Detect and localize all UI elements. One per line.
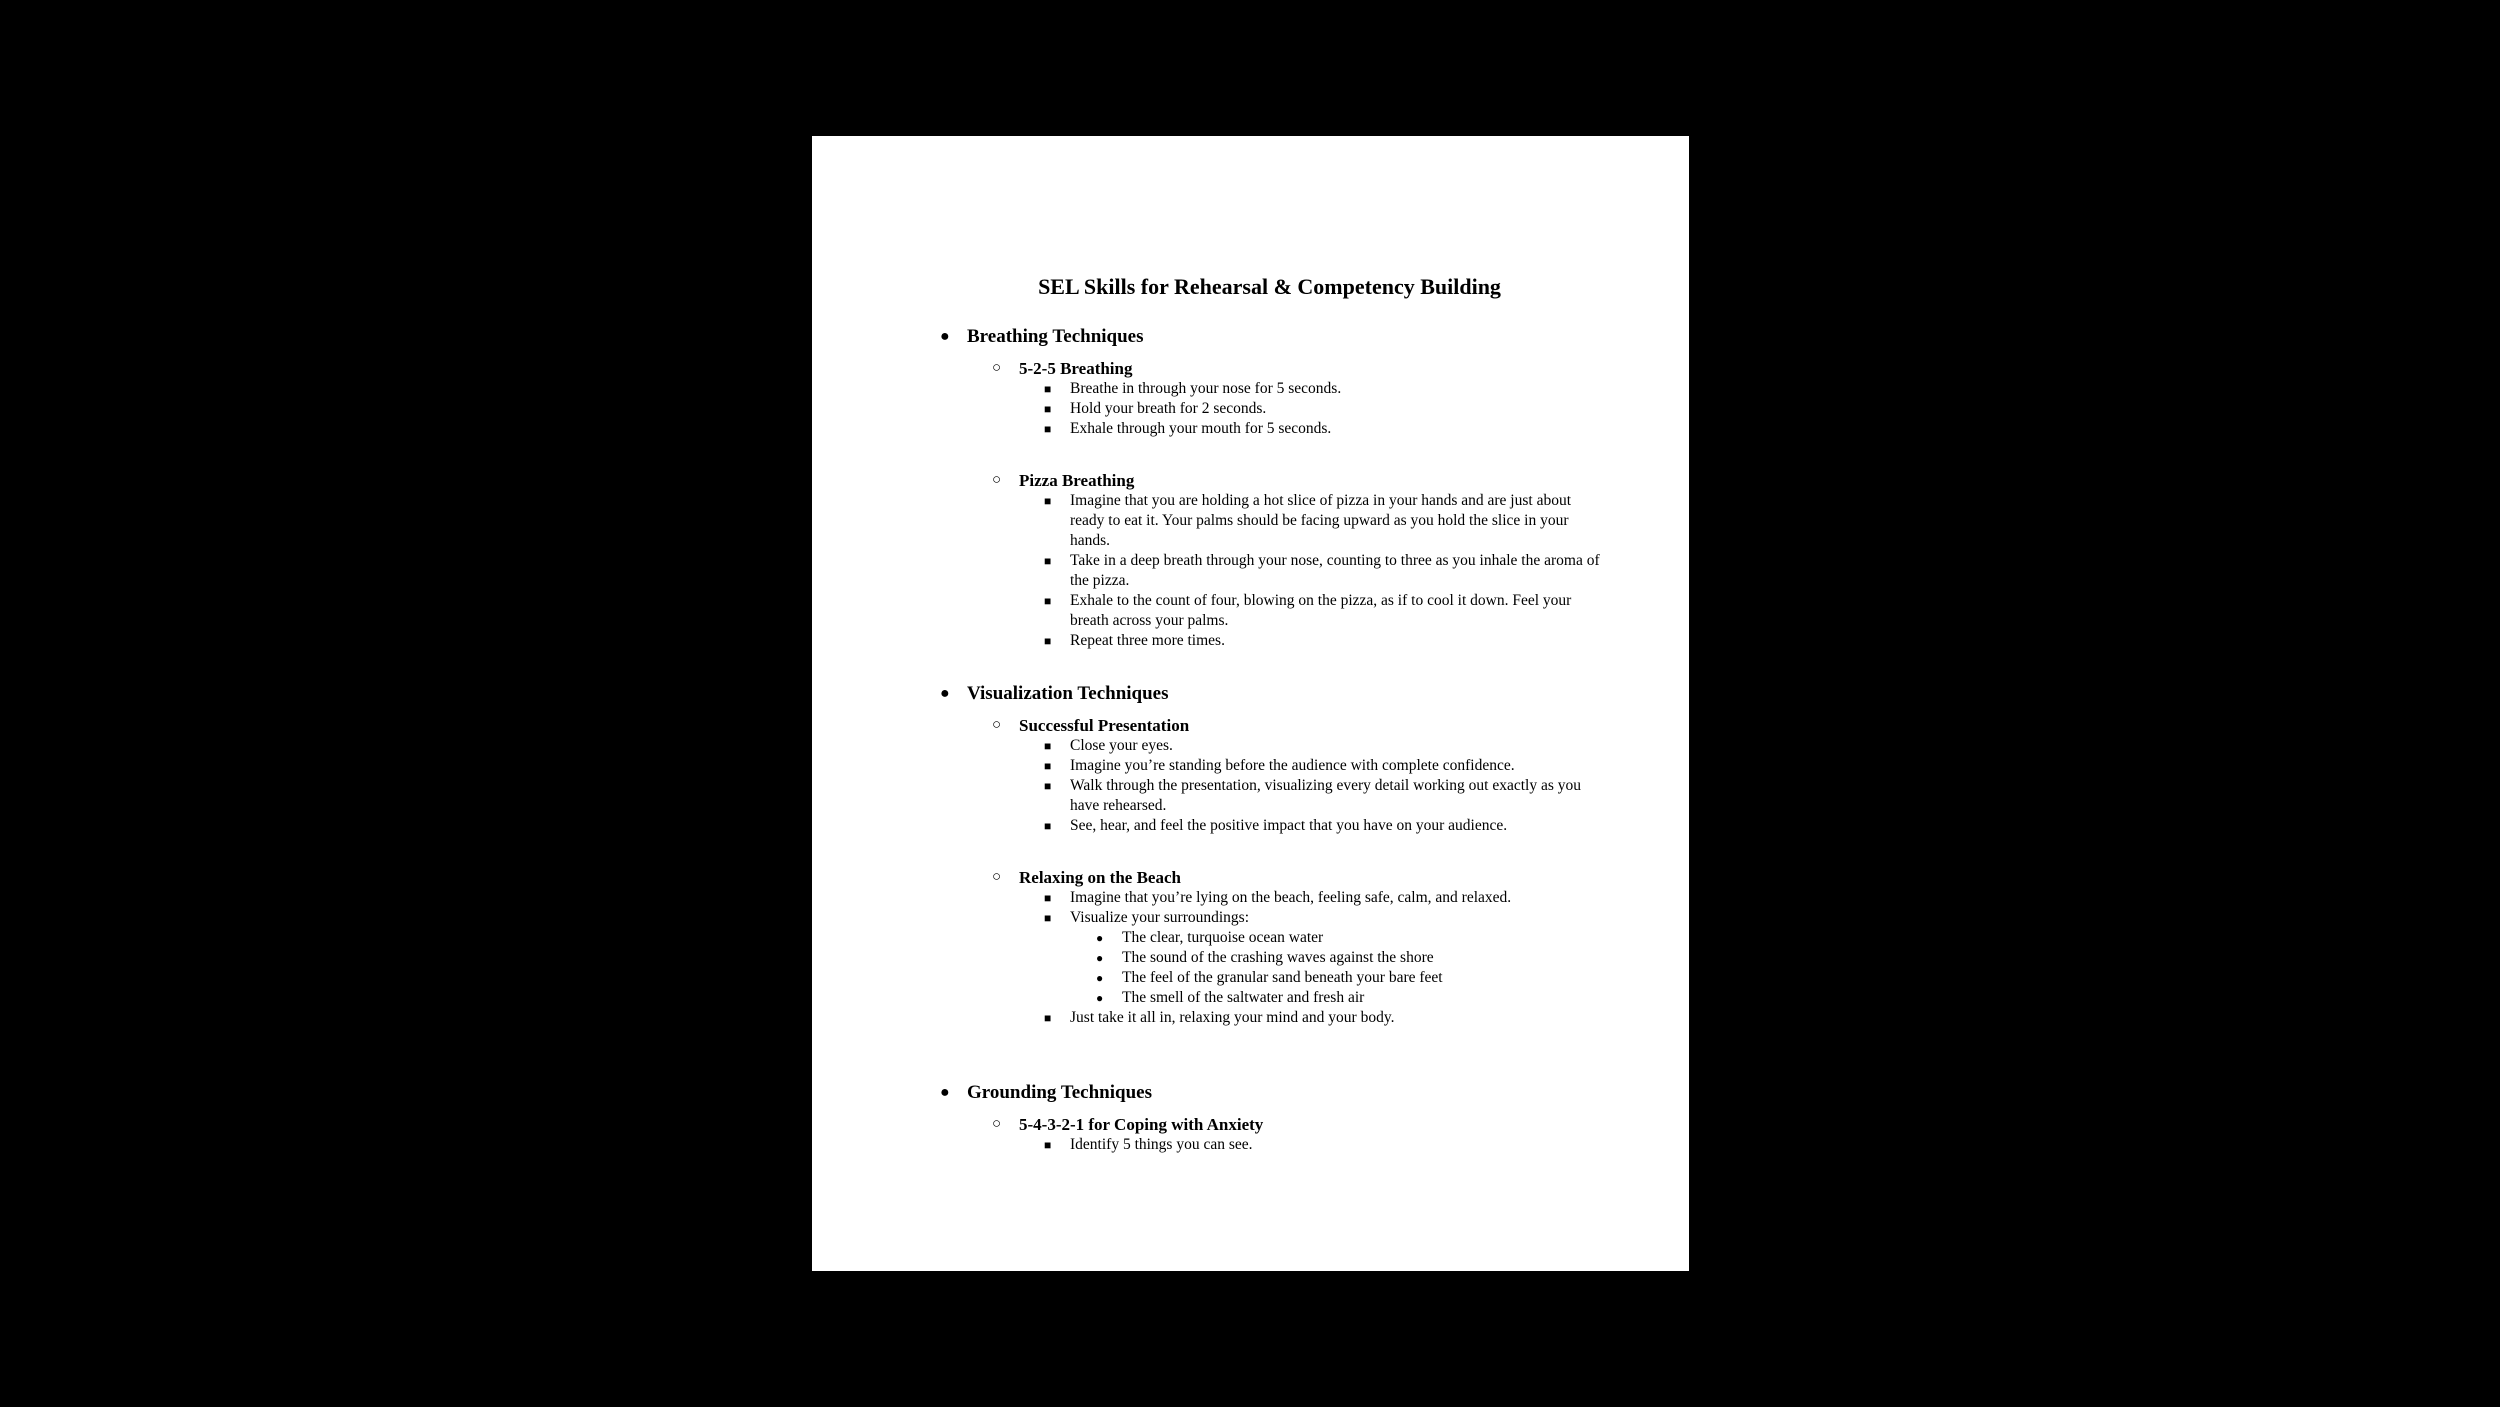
subsection-relaxing-on-the-beach	[812, 868, 1689, 1028]
list-item	[812, 379, 1600, 399]
list-item	[812, 756, 1600, 776]
list-item	[812, 736, 1600, 756]
subsection-heading-text: 5-4-3-2-1 for Coping with Anxiety	[1019, 1115, 1264, 1134]
square-bullet-icon: ■	[1044, 402, 1052, 416]
list-item-text: Take in a deep breath through your nose, counting to three as you inhale the aroma of the pizza.	[1070, 552, 1600, 589]
subsection-heading-text: Relaxing on the Beach	[1019, 868, 1181, 887]
bullet-icon: ●	[1096, 951, 1104, 965]
list-item-text: Identify 5 things you can see.	[1070, 1136, 1253, 1153]
nested-list-item	[812, 948, 1689, 968]
hollow-bullet-icon: ○	[992, 717, 1002, 733]
nested-list-item-text: The sound of the crashing waves against the shore	[1122, 949, 1434, 966]
square-bullet-icon: ■	[1044, 779, 1052, 793]
section-heading-text: Grounding Techniques	[967, 1082, 1152, 1103]
section-heading-text: Visualization Techniques	[967, 683, 1169, 704]
square-bullet-icon: ■	[1044, 422, 1052, 436]
document-title: SEL Skills for Rehearsal & Competency Building	[1038, 274, 1501, 299]
subsection-successful-presentation	[812, 716, 1689, 836]
list-item-text: Close your eyes.	[1070, 737, 1173, 754]
list-item	[812, 888, 1600, 908]
list-item	[812, 399, 1600, 419]
bullet-icon: ●	[940, 685, 950, 702]
list-item	[812, 776, 1600, 816]
list-item	[812, 551, 1600, 591]
document-body	[812, 324, 1689, 1155]
item-list	[812, 1135, 1689, 1155]
list-item	[812, 1008, 1600, 1028]
bullet-icon: ●	[940, 1084, 950, 1101]
subsection-heading	[812, 716, 1689, 736]
list-item-text: Exhale to the count of four, blowing on the pizza, as if to cool it down. Feel your breath across your palms.	[1070, 592, 1572, 629]
item-list	[812, 888, 1689, 1028]
list-item-text: See, hear, and feel the positive impact that you have on your audience.	[1070, 817, 1508, 834]
hollow-bullet-icon: ○	[992, 1116, 1002, 1132]
list-item-text: Imagine that you are holding a hot slice of pizza in your hands and are just about ready to eat it. Your palms should be facing upward as you hold the slice in your hands.	[1070, 492, 1572, 549]
subsection-5-4-3-2-1-coping	[812, 1115, 1689, 1155]
section-breathing-techniques	[812, 324, 1689, 651]
square-bullet-icon: ■	[1044, 554, 1052, 568]
bullet-icon: ●	[1096, 971, 1104, 985]
square-bullet-icon: ■	[1044, 1011, 1052, 1025]
list-item	[812, 1135, 1600, 1155]
nested-list-item-text: The clear, turquoise ocean water	[1122, 929, 1324, 946]
section-heading	[812, 1080, 1689, 1106]
square-bullet-icon: ■	[1044, 891, 1052, 905]
square-bullet-icon: ■	[1044, 911, 1052, 925]
list-item-text: Imagine you’re standing before the audience with complete confidence.	[1070, 757, 1515, 774]
square-bullet-icon: ■	[1044, 382, 1052, 396]
list-item-text: Hold your breath for 2 seconds.	[1070, 400, 1267, 417]
list-item-text: Walk through the presentation, visualizing every detail working out exactly as you have rehearsed.	[1070, 777, 1581, 814]
square-bullet-icon: ■	[1044, 594, 1052, 608]
item-list	[812, 491, 1689, 651]
subsection-pizza-breathing	[812, 471, 1689, 651]
subsection-heading-text: Successful Presentation	[1019, 716, 1190, 735]
section-grounding-techniques	[812, 1080, 1689, 1155]
nested-list-item	[812, 968, 1689, 988]
subsection-5-2-5-breathing	[812, 359, 1689, 439]
list-item-text: Repeat three more times.	[1070, 632, 1225, 649]
section-heading	[812, 681, 1689, 707]
item-list	[812, 379, 1689, 439]
nested-list-item-text: The feel of the granular sand beneath your bare feet	[1122, 969, 1443, 986]
nested-list-item-text: The smell of the saltwater and fresh air	[1122, 989, 1365, 1006]
hollow-bullet-icon: ○	[992, 869, 1002, 885]
section-visualization-techniques	[812, 681, 1689, 1028]
subsection-heading-text: 5-2-5 Breathing	[1019, 359, 1133, 378]
list-item-text: Breathe in through your nose for 5 seconds.	[1070, 380, 1342, 397]
square-bullet-icon: ■	[1044, 739, 1052, 753]
list-item	[812, 419, 1600, 439]
subsection-heading	[812, 868, 1689, 888]
square-bullet-icon: ■	[1044, 759, 1052, 773]
item-list	[812, 736, 1689, 836]
list-item	[812, 631, 1600, 651]
list-item-text: Exhale through your mouth for 5 seconds.	[1070, 420, 1332, 437]
document-page	[812, 136, 1689, 1271]
hollow-bullet-icon: ○	[992, 472, 1002, 488]
subsection-heading	[812, 471, 1689, 491]
square-bullet-icon: ■	[1044, 819, 1052, 833]
square-bullet-icon: ■	[1044, 634, 1052, 648]
section-heading-text: Breathing Techniques	[967, 326, 1144, 347]
nested-list-item	[812, 928, 1689, 948]
list-item-text: Just take it all in, relaxing your mind and your body.	[1070, 1009, 1395, 1026]
subsection-heading	[812, 1115, 1689, 1135]
nested-list-item	[812, 988, 1689, 1008]
square-bullet-icon: ■	[1044, 1138, 1052, 1152]
bullet-icon: ●	[940, 328, 950, 345]
section-heading	[812, 324, 1689, 350]
subsection-heading	[812, 359, 1689, 379]
list-item	[812, 491, 1600, 551]
bullet-icon: ●	[1096, 991, 1104, 1005]
square-bullet-icon: ■	[1044, 494, 1052, 508]
bullet-icon: ●	[1096, 931, 1104, 945]
hollow-bullet-icon: ○	[992, 360, 1002, 376]
list-item-text: Imagine that you’re lying on the beach, feeling safe, calm, and relaxed.	[1070, 889, 1512, 906]
list-item-text: Visualize your surroundings:	[1070, 909, 1250, 926]
list-item	[812, 591, 1600, 631]
list-item	[812, 816, 1600, 836]
list-item	[812, 908, 1600, 928]
subsection-heading-text: Pizza Breathing	[1019, 471, 1135, 490]
